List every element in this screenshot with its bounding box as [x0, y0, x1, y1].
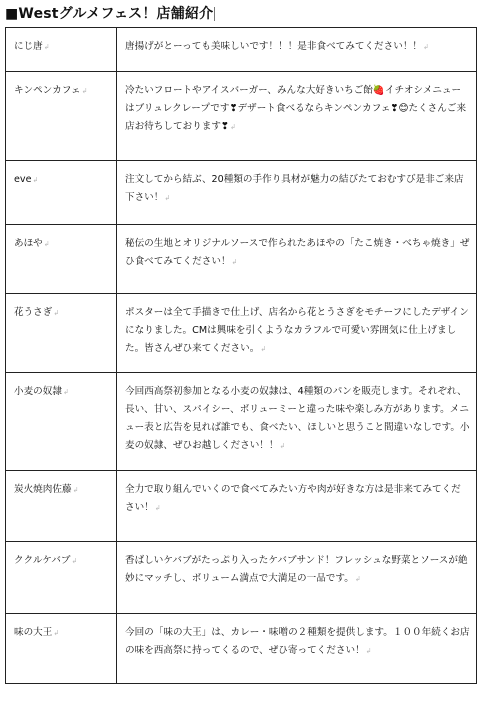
- cell-end-mark: ↲: [229, 123, 236, 131]
- cell-end-mark: ↲: [279, 442, 286, 450]
- cell-end-mark: ↲: [354, 575, 361, 583]
- table-row: [6, 373, 477, 471]
- shop-name: キンペンカフェ: [14, 85, 81, 96]
- page-title-text: ■Westグルメフェス！店舗紹介: [5, 6, 214, 22]
- cell-end-mark: ↲: [81, 87, 88, 95]
- cell-end-mark: ↲: [43, 240, 50, 248]
- shop-desc-cell: [117, 542, 477, 614]
- shop-name: ククルケバブ: [14, 555, 71, 566]
- cell-end-mark: ↲: [154, 504, 161, 512]
- cell-end-mark: ↲: [43, 43, 50, 51]
- table-row: [6, 542, 477, 614]
- shop-desc: 香ばしいケバブがたっぷり入ったケバブサンド！フレッシュな野菜とソースが絶妙にマッチし、ボリューム満点で大満足の一品です。: [125, 555, 468, 584]
- shop-name-cell: [6, 471, 117, 542]
- shop-desc-cell: [117, 373, 477, 471]
- table-row: [6, 614, 477, 684]
- shop-name-cell: [6, 542, 117, 614]
- shop-desc-cell: [117, 471, 477, 542]
- shop-desc: 注文してから結ぶ、20種類の手作り具材が魅力の結びたておむすび是非ご来店下さい！: [125, 174, 464, 203]
- shop-desc: 秘伝の生地とオリジナルソースで作られたあほやの「たこ焼き・べちゃ焼き」ぜひ食べてみてください！: [125, 238, 470, 267]
- cell-end-mark: ↲: [423, 43, 429, 51]
- shop-table: [5, 27, 477, 684]
- cell-end-mark: ↲: [260, 345, 267, 353]
- shop-desc-cell: [117, 161, 477, 225]
- shop-name-cell: [6, 294, 117, 373]
- shop-desc-cell: [117, 294, 477, 373]
- shop-name: 花うさぎ: [14, 307, 53, 318]
- table-row: [6, 28, 477, 72]
- shop-name: eve: [14, 174, 32, 185]
- table-row: [6, 72, 477, 161]
- table-row: [6, 225, 477, 294]
- shop-name: 味の大王: [14, 627, 53, 638]
- shop-desc-cell: [117, 614, 477, 684]
- cell-end-mark: ↲: [164, 194, 171, 202]
- shop-desc: 今回の「味の大王」は、カレー・味噌の２種類を提供します。１００年続くお店の味を西高祭に持ってくるので、ぜひ寄ってください！: [125, 627, 470, 656]
- shop-desc: ポスターは全て手描きで仕上げ、店名から花とうさぎをモチーフにしたデザインになりました。CMは興味を引くようなカラフルで可愛い雰囲気に仕上げました。皆さんぜひ来てください。: [125, 307, 469, 354]
- shop-desc-cell: [117, 225, 477, 294]
- text-cursor-mark: [214, 7, 215, 21]
- shop-desc-cell: [117, 28, 477, 72]
- cell-end-mark: ↲: [32, 176, 39, 184]
- shop-name-cell: [6, 72, 117, 161]
- shop-name-cell: [6, 161, 117, 225]
- shop-desc: 唐揚げがとーっても美味しいです！！！是非食べてみてください！！: [125, 41, 423, 52]
- shop-name: 炭火焼肉佐藤: [14, 484, 72, 495]
- shop-desc-cell: [117, 72, 477, 161]
- table-row: [6, 161, 477, 225]
- cell-end-mark: ↲: [62, 388, 69, 396]
- shop-name-cell: [6, 225, 117, 294]
- shop-desc: 今回西高祭初参加となる小麦の奴隷は、4種類のパンを販売します。それぞれ、長い、甘い、スパイシー、ボリューミーと違った味や楽しみ方があります。メニュー表と広告を見れば誰でも、食べたい、ほしいと思うこと間違いなしです。小麦の奴隷、ぜひお越しください！！: [125, 386, 470, 451]
- cell-end-mark: ↲: [53, 309, 60, 317]
- page-title: [5, 3, 215, 23]
- table-row: [6, 471, 477, 542]
- shop-name: にじ唐: [14, 41, 43, 52]
- shop-name-cell: [6, 373, 117, 471]
- cell-end-mark: ↲: [365, 647, 372, 655]
- shop-desc: 全力で取り組んでいくので食べてみたい方や肉が好きな方は是非来てみてください！: [125, 484, 461, 513]
- cell-end-mark: ↲: [231, 258, 238, 266]
- shop-name-cell: [6, 28, 117, 72]
- cell-end-mark: ↲: [53, 629, 60, 637]
- shop-desc: 冷たいフロートやアイスバーガー、みんな大好きいちご飴🍓イチオシメニューはブリュレクレープです❣デザート食べるならキンペンカフェ❣😊たくさんご来店お待ちしております❣: [125, 85, 467, 132]
- shop-name: 小麦の奴隷: [14, 386, 62, 397]
- table-row: [6, 294, 477, 373]
- shop-name: あほや: [14, 238, 43, 249]
- cell-end-mark: ↲: [72, 486, 79, 494]
- cell-end-mark: ↲: [71, 557, 78, 565]
- shop-name-cell: [6, 614, 117, 684]
